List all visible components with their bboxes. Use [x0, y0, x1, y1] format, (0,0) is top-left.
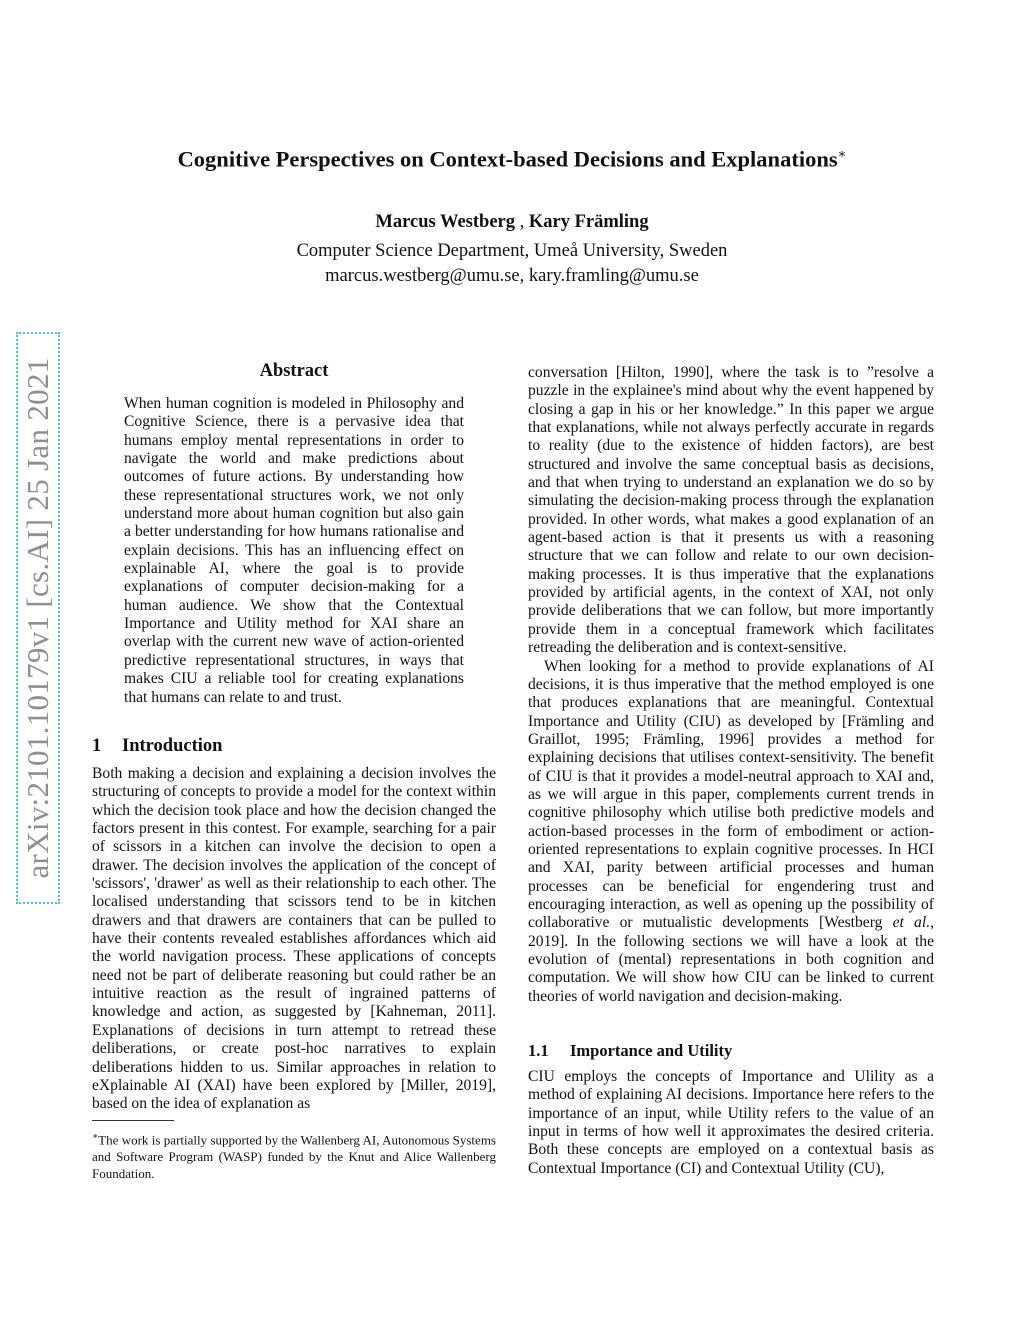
arxiv-stamp — [16, 332, 60, 904]
intro-para1: Both making a decision and explaining a decision involves the structuring of concepts to provide a model for the context within which the decision took place and how the decision changed the factors present in this contest. For example, searching for a pair of scissors in a kitchen can involve the decision to open a drawer. The decision involves the application of the concept of 'scissors', 'drawer' as well as their relationship to each other. The localised understanding that scissors tend to be in kitchen drawers and that drawers are containers that can be pulled to have their contents revealed establishes affordances which aid the world navigation process. These applications of concepts need not be part of deliberate reasoning but could rather be an intuitive reaction as the result of ingrained patterns of knowledge and action, as suggested by [Kahneman, 2011]. Explanations of decisions in turn attempt to retread these deliberations, or create post-hoc narratives to explain deliberations hidden to us. Similar approaches in relation to eXplainable AI (XAI) have been explored by [Miller, 2019], based on the idea of explanation as — [92, 765, 496, 1113]
author-emails: marcus.westberg@umu.se, kary.framling@umu.se — [325, 266, 699, 286]
footnote-text: The work is partially supported by the Wallenberg AI, Autonomous Systems and Software Program (WASP) funded by the Knut and Alice Wallenberg Foundation. — [92, 1132, 496, 1181]
intro-para2 — [528, 658, 934, 1007]
affiliation: Computer Science Department, Umeå University, Sweden — [296, 241, 728, 261]
paper-title — [0, 146, 1024, 173]
section-number: 1 — [92, 736, 102, 756]
title-text: Cognitive Perspectives on Context-based Decisions and Explanations — [177, 146, 838, 172]
subsection-number: 1.1 — [528, 1041, 549, 1060]
author-first: Marcus Westberg — [375, 212, 515, 232]
intro-para2-etal: et al. — [892, 914, 931, 932]
intro-para1-continued: conversation [Hilton, 1990], where the task is to ”resolve a puzzle in the explainee's mind about why the event happened by closing a gap in his or her knowledge.” In this paper we argue that explanations, while not always perfectly accurate in regards to reality (due to the existence of hidden factors), are best structured and involve the same conceptual basis as decisions, and that when trying to understand an explanation we do so by simulating the decision-making process through the explanation provided. In other words, what makes a good explanation of an agent-based action is that it presents us with a reasoning structure that we can follow and relate to our own decision-making processes. It is thus imperative that the explanations provided by artificial agents, in the context of XAI, not only provide deliberations that we can follow, but more importantly provide them in a conceptual framework which facilitates retreading the deliberation and is context-sensitive. — [528, 364, 934, 657]
title-footnote-mark: ∗ — [837, 146, 847, 161]
footnote-rule — [92, 1120, 174, 1121]
abstract-text: When human cognition is modeled in Philosophy and Cognitive Science, there is a pervasive idea that humans employ mental representations in order to navigate the world and make predictions about outcomes of future actions. By understanding how these representational structures work, we not only understand more about human cognition but also gain a better understanding for how humans rationalise and explain decisions. This has an influencing effect on explainable AI, where the goal is to provide explanations of computer decision-making for a human audience. We show that the Contextual Importance and Utility method for XAI share an overlap with the current new wave of action-oriented predictive representational structures, in ways that makes CIU a reliable tool for creating explanations that humans can relate to and trust. — [124, 395, 464, 706]
intro-paragraphs-right — [528, 364, 934, 1006]
subsection-paragraph — [528, 1068, 934, 1178]
section-title: Introduction — [122, 736, 223, 756]
arxiv-id: arXiv:2101.10179v1 [cs.AI] 25 Jan 2021 — [20, 357, 55, 879]
intro-para2-part1: When looking for a method to provide explanations of AI decisions, it is thus imperative that the method employed is one that produces explanations that are meaningful. Contextual Importance and Utility (CIU) as developed by [Främling and Graillot, 1995; Främling, 1996] provides a method for explaining decisions that utilises context-sensitivity. The benefit of CIU is that it provides a model-neutral approach to XAI and, as we will argue in this paper, complements current trends in cognitive philosophy which utilise both predictive models and action-based processes in the form of embodiment or action-oriented representations to explain cognitive processes. In HCI and XAI, parity between artificial processes and human processes can be beneficial for engendering trust and encouraging interaction, as well as opening up the possibility of collaborative or mutualistic developments [Westberg — [528, 657, 934, 932]
intro-para2-part2: , 2019]. In the following sections we will have a look at the evolution of (mental) representations in both cognition and computation. We will show how CIU can be linked to current theories of world navigation and decision-making. — [528, 914, 934, 1005]
author-line — [0, 212, 1024, 233]
footnote — [92, 1128, 496, 1182]
author-second: Kary Främling — [528, 212, 649, 232]
footnote-mark: ∗ — [92, 1131, 99, 1141]
abstract-heading: Abstract — [259, 361, 329, 381]
section-heading-introduction — [92, 736, 222, 757]
subsection-text: CIU employs the concepts of Importance and Ulility as a method of explaining AI decisions. Importance here refers to the importance of an input, while Utility refers to the value of an input in terms of how well it approximates the desired criteria. Both these concepts are employed on a contextual basis as Contextual Importance (CI) and Contextual Utility (CU), — [528, 1068, 934, 1177]
intro-paragraph-left — [92, 765, 496, 1114]
subsection-title: Importance and Utility — [570, 1041, 733, 1060]
subsection-heading-importance-utility — [528, 1041, 732, 1061]
author-separator: , — [515, 212, 529, 232]
